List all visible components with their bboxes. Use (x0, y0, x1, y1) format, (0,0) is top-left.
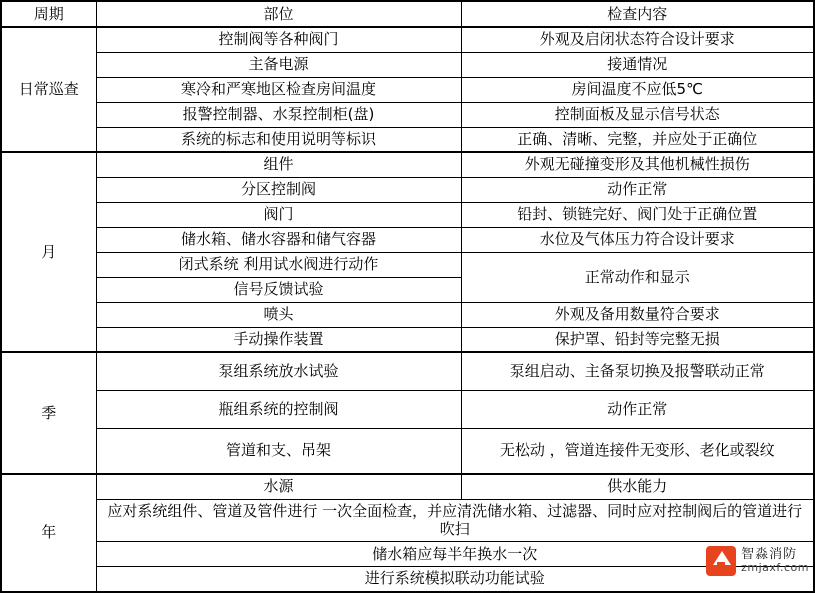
content-cell: 外观无碰撞变形及其他机械性损伤 (461, 152, 814, 177)
table-row (1, 499, 814, 542)
part-cell: 分区控制阀 (96, 177, 461, 202)
content-cell: 动作正常 (461, 390, 814, 428)
content-cell: 铅封、锁链完好、阀门处于正确位置 (461, 202, 814, 227)
table-row (1, 102, 814, 127)
part-cell: 闭式系统 利用试水阀进行动作 (96, 252, 461, 277)
column-header-content: 检查内容 (461, 1, 814, 27)
part-cell: 主备电源 (96, 52, 461, 77)
content-cell: 保护罩、铅封等完整无损 (461, 327, 814, 352)
table-body (1, 27, 814, 592)
content-cell: 控制面板及显示信号状态 (461, 102, 814, 127)
table-row (1, 542, 814, 567)
part-cell: 系统的标志和使用说明等标识 (96, 127, 461, 152)
table-row (1, 390, 814, 428)
table-row (1, 202, 814, 227)
part-cell-merged: 进行系统模拟联动功能试验 (96, 567, 814, 592)
part-cell: 储水箱、储水容器和储气容器 (96, 227, 461, 252)
table-row (1, 302, 814, 327)
cycle-cell-monthly: 月 (1, 152, 96, 352)
content-cell: 水位及气体压力符合设计要求 (461, 227, 814, 252)
content-cell: 正确、清晰、完整，并应处于正确位 (461, 127, 814, 152)
content-cell: 泵组启动、主备泵切换及报警联动正常 (461, 352, 814, 390)
table-row (1, 327, 814, 352)
part-cell: 瓶组系统的控制阀 (96, 390, 461, 428)
table-row (1, 77, 814, 102)
cycle-cell-daily: 日常巡查 (1, 27, 96, 152)
part-cell: 泵组系统放水试验 (96, 352, 461, 390)
table-row (1, 474, 814, 499)
table-row (1, 428, 814, 474)
content-cell: 正常动作和显示 (461, 252, 814, 302)
watermark-brand: 智淼消防 (741, 547, 798, 563)
part-cell-merged: 应对系统组件、管道及管件进行 一次全面检查，并应清洗储水箱、过滤器、同时应对控制阀后的管道进行吹扫 (96, 499, 814, 542)
table-row (1, 177, 814, 202)
part-cell-merged: 储水箱应每半年换水一次 (96, 542, 814, 567)
content-cell: 外观及备用数量符合要求 (461, 302, 814, 327)
content-cell: 供水能力 (461, 474, 814, 499)
part-cell: 喷头 (96, 302, 461, 327)
table-row (1, 152, 814, 177)
part-cell: 手动操作装置 (96, 327, 461, 352)
column-header-part: 部位 (96, 1, 461, 27)
part-cell: 报警控制器、水泵控制柜(盘) (96, 102, 461, 127)
table-row (1, 352, 814, 390)
part-cell: 管道和支、吊架 (96, 428, 461, 474)
content-cell: 无松动 ，管道连接件无变形、老化或裂纹 (461, 428, 814, 474)
part-cell: 信号反馈试验 (96, 277, 461, 302)
watermark-url: zmjaxf.com (741, 561, 809, 575)
content-cell: 房间温度不应低5℃ (461, 77, 814, 102)
cycle-cell-quarterly: 季 (1, 352, 96, 474)
part-cell: 阀门 (96, 202, 461, 227)
part-cell: 组件 (96, 152, 461, 177)
table-row (1, 127, 814, 152)
table-row (1, 227, 814, 252)
table-row (1, 27, 814, 52)
content-cell: 外观及启闭状态符合设计要求 (461, 27, 814, 52)
table-row (1, 52, 814, 77)
part-cell: 寒冷和严寒地区检查房间温度 (96, 77, 461, 102)
part-cell: 水源 (96, 474, 461, 499)
content-cell: 接通情况 (461, 52, 814, 77)
part-cell: 控制阀等各种阀门 (96, 27, 461, 52)
content-cell: 动作正常 (461, 177, 814, 202)
table-header-row (1, 1, 814, 27)
cycle-cell-annual: 年 (1, 474, 96, 592)
table-header (1, 1, 814, 27)
table-row (1, 252, 814, 277)
column-header-cycle: 周期 (1, 1, 96, 27)
table-row (1, 567, 814, 592)
